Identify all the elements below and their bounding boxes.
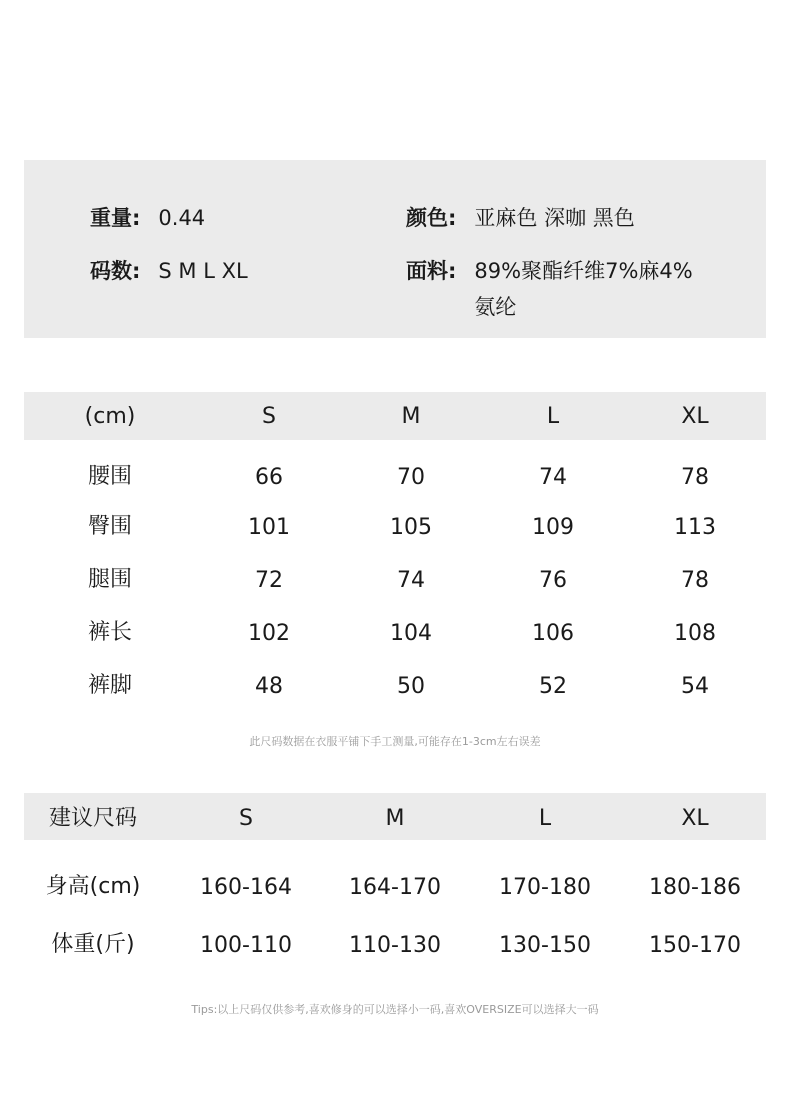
table-cell: 54 — [681, 674, 709, 699]
table-cell: 109 — [532, 515, 574, 540]
weight-value: 0.44 — [158, 206, 206, 230]
product-info-panel — [24, 160, 766, 338]
table-cell: 130-150 — [499, 933, 591, 958]
weight-info — [90, 200, 205, 236]
table-cell: 76 — [539, 568, 567, 593]
table-cell: 52 — [539, 674, 567, 699]
table-cell: 66 — [255, 465, 283, 490]
table-cell: 180-186 — [649, 875, 741, 900]
table-cell: 160-164 — [200, 875, 292, 900]
suggestion-size-header: S — [239, 806, 253, 831]
row-label: 裤脚 — [87, 673, 133, 698]
table-cell: 78 — [681, 465, 709, 490]
measurement-size-header: XL — [681, 404, 709, 429]
row-label: 体重(斤) — [51, 932, 135, 957]
suggestion-size-header: M — [385, 806, 405, 831]
table-cell: 105 — [390, 515, 432, 540]
table-cell: 108 — [674, 621, 716, 646]
table-cell: 72 — [255, 568, 283, 593]
row-label: 身高(cm) — [45, 874, 141, 899]
sizes-value: S M L XL — [158, 259, 248, 283]
table-cell: 106 — [532, 621, 574, 646]
table-cell: 104 — [390, 621, 432, 646]
measurement-size-header: M — [401, 404, 421, 429]
table-cell: 170-180 — [499, 875, 591, 900]
suggestion-size-header: L — [538, 806, 552, 831]
table-cell: 48 — [255, 674, 283, 699]
table-cell: 164-170 — [349, 875, 441, 900]
row-label: 腿围 — [87, 567, 133, 592]
measurement-unit-label: (cm) — [84, 404, 136, 429]
table-cell: 100-110 — [200, 933, 292, 958]
table-cell: 74 — [539, 465, 567, 490]
weight-label: 重量: — [90, 206, 141, 230]
colors-info — [406, 200, 635, 236]
table-cell: 113 — [674, 515, 716, 540]
suggestion-note: Tips:以上尺码仅供参考,喜欢修身的可以选择小一码,喜欢OVERSIZE可以选择大一码 — [191, 1003, 599, 1016]
table-cell: 50 — [397, 674, 425, 699]
sizes-label: 码数: — [90, 259, 141, 283]
table-cell: 78 — [681, 568, 709, 593]
material-value: 89%聚酯纤维7%麻4%氨纶 — [474, 259, 693, 319]
material-info — [406, 253, 704, 325]
table-cell: 74 — [397, 568, 425, 593]
suggestion-size-header: XL — [681, 806, 709, 831]
sizes-info — [90, 253, 248, 289]
table-cell: 101 — [248, 515, 290, 540]
measurement-size-header: S — [262, 404, 276, 429]
row-label: 腰围 — [87, 464, 133, 489]
colors-value: 亚麻色 深咖 黑色 — [474, 206, 635, 230]
row-label: 裤长 — [87, 620, 133, 645]
suggestion-header-label: 建议尺码 — [48, 806, 138, 831]
measurement-note: 此尺码数据在衣服平铺下手工测量,可能存在1-3cm左右误差 — [249, 735, 541, 748]
row-label: 臀围 — [87, 514, 133, 539]
measurement-size-header: L — [546, 404, 560, 429]
table-cell: 102 — [248, 621, 290, 646]
material-label: 面料: — [406, 259, 457, 283]
colors-label: 颜色: — [406, 206, 457, 230]
table-cell: 110-130 — [349, 933, 441, 958]
table-cell: 70 — [397, 465, 425, 490]
table-cell: 150-170 — [649, 933, 741, 958]
